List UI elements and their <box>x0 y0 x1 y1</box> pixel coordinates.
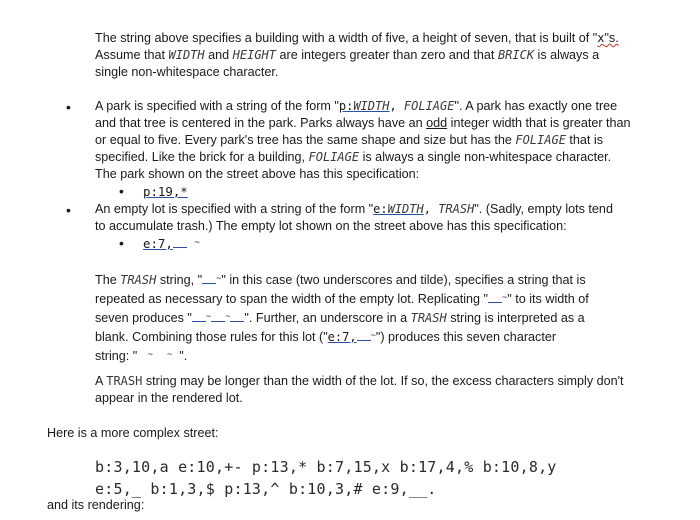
park-paragraph <box>95 98 677 183</box>
tilde-glyph: ~ <box>205 311 212 321</box>
tilde-glyph: ~ <box>167 349 173 359</box>
underscore-blank <box>192 311 206 322</box>
text-span: An empty lot is specified with a string of the form " <box>95 202 374 216</box>
tilde-glyph: ~ <box>147 349 154 359</box>
text-span: ". Further, an underscore in a <box>244 311 411 325</box>
tilde-glyph: ~ <box>502 292 508 302</box>
underscore-blank <box>202 273 216 284</box>
bullet-icon: • <box>66 99 71 115</box>
text-span: or equal to five. Every park's tree has the same shape and size but has the <box>95 133 516 147</box>
brick-term: BRICK <box>497 48 535 62</box>
lot-paragraph <box>95 201 677 235</box>
width-term: WIDTH <box>168 48 205 62</box>
text-span: The <box>95 273 121 287</box>
text-span: specified. Like the brick for a building, <box>95 150 309 164</box>
trash-longer-paragraph <box>95 373 677 407</box>
text-span: is always a single non-whitespace character. <box>359 150 612 164</box>
text-span: A <box>95 374 107 388</box>
tilde-glyph: ~ <box>225 311 231 321</box>
tilde-glyph: ~ <box>194 238 200 248</box>
bullet-icon: • <box>66 202 71 218</box>
width-term: WIDTH <box>387 202 424 216</box>
text-span: string: " <box>95 349 138 363</box>
text-span: ". <box>179 349 188 363</box>
trash-term: TRASH <box>438 202 475 216</box>
trash-term: TRASH <box>120 273 157 287</box>
text-span: is always a <box>534 48 600 62</box>
code-span: e:7, <box>327 330 357 344</box>
sub-bullet-icon: • <box>119 183 124 199</box>
text-span: blank. Combining those rules for this lot (" <box>95 330 328 344</box>
text-span: single non-whitespace character. <box>95 65 279 79</box>
text-span: The string above specifies a building with a width of five, a height of seven, that is built of " <box>95 31 598 45</box>
text-span: and that tree is centered in the park. Parks always have an <box>95 116 427 130</box>
complex-street-code <box>95 456 557 500</box>
text-span: string may be longer than the width of the lot. If so, the excess characters simply don't <box>142 374 624 388</box>
code-span: x <box>597 31 605 45</box>
text-span: to accumulate trash.) The empty lot shown on the street above has this specification: <box>95 219 567 233</box>
foliage-term: FOLIAGE <box>403 99 455 113</box>
rendering-label: and its rendering: <box>47 498 145 512</box>
code-line: e:5,_ b:1,3,$ p:13,^ b:10,3,# e:9,__. <box>95 480 437 498</box>
foliage-term: FOLIAGE <box>308 150 360 164</box>
code-span: p: <box>338 99 354 113</box>
tilde-glyph: ~ <box>216 273 222 283</box>
underscore-blank <box>357 330 371 341</box>
text-span: appear in the rendered lot. <box>95 391 243 405</box>
text-span: are integers greater than zero and that <box>276 48 498 62</box>
underscore-blank <box>173 237 187 248</box>
text-span: "s. <box>604 31 619 45</box>
foliage-term: FOLIAGE <box>515 133 566 147</box>
trash-term: TRASH <box>410 311 447 325</box>
building-paragraph <box>95 30 677 81</box>
code-span: e:7, <box>143 236 173 251</box>
width-term: WIDTH <box>353 99 390 113</box>
text-span: ". A park has exactly one tree <box>454 99 618 113</box>
underscore-blank <box>488 292 502 303</box>
odd-term: odd <box>426 116 448 130</box>
text-span: The park shown on the street above has this specification: <box>95 167 420 181</box>
text-span: string is interpreted as a <box>446 311 585 325</box>
code-span: e: <box>373 202 388 216</box>
trash-paragraph <box>95 270 677 365</box>
text-span: that is <box>565 133 604 147</box>
trash-term: TRASH <box>106 374 143 388</box>
underscore-blank <box>211 311 225 322</box>
text-span: ". (Sadly, empty lots tend <box>474 202 613 216</box>
text-span: ") produces this seven character <box>375 330 557 344</box>
lot-spec <box>143 235 200 252</box>
text-span: " to its width of <box>507 292 589 306</box>
text-span: string, " <box>156 273 203 287</box>
text-span: integer width that is greater than <box>447 116 631 130</box>
text-span: Assume that <box>95 48 169 62</box>
text-span: seven produces " <box>95 311 192 325</box>
tilde-glyph: ~ <box>370 330 376 340</box>
code-line: b:3,10,a e:10,+- p:13,* b:7,15,x b:17,4,% b:10,8,y <box>95 458 557 476</box>
text-span: " in this case (two underscores and tilde), specifies a string that is <box>221 273 586 287</box>
text-span: and <box>204 48 233 62</box>
sub-bullet-icon: • <box>119 235 124 251</box>
underscore-blank <box>230 311 244 322</box>
text-span: repeated as necessary to span the width of the empty lot. Replicating " <box>95 292 489 306</box>
code-span: , <box>423 202 439 216</box>
park-spec: p:19,* <box>143 184 188 199</box>
code-span: , <box>389 99 404 113</box>
text-span: A park is specified with a string of the form " <box>95 99 339 113</box>
height-term: HEIGHT <box>232 48 276 62</box>
complex-intro: Here is a more complex street: <box>47 426 219 440</box>
